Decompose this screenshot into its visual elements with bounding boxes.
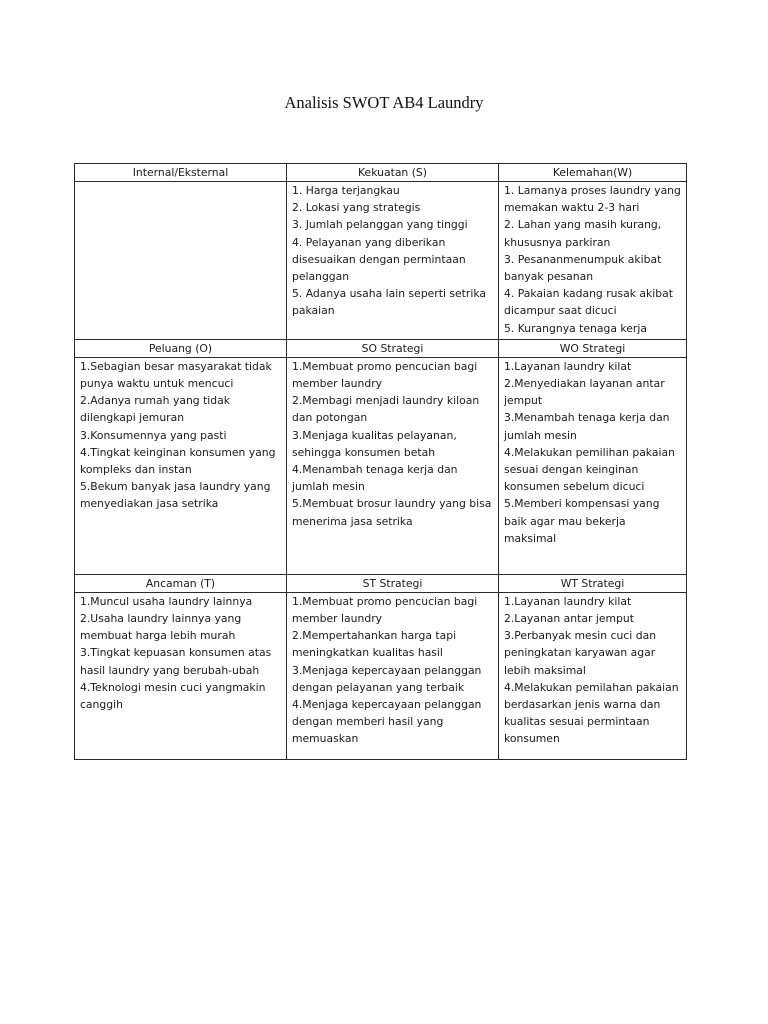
st-strategies-cell <box>287 592 499 759</box>
list-item: 4.Melakukan pemilihan pakaian sesuai dengan keinginan konsumen sebelum dicuci <box>504 445 675 494</box>
list-item: 5.Memberi kompensasi yang baik agar mau bekerja maksimal <box>504 497 660 545</box>
list-item: 2.Usaha laundry lainnya yang membuat harga lebih murah <box>80 612 242 643</box>
list-item: 4.Teknologi mesin cuci yangmakin canggih <box>80 680 266 712</box>
opportunities-header-row <box>75 339 687 357</box>
list-item: 2. Lahan yang masih kurang, khususnya parkiran <box>504 218 662 249</box>
header-kelemahan: Kelemahan(W) <box>499 164 687 182</box>
list-item: 3.Konsumennya yang pasti <box>80 428 227 442</box>
list-item: 4.Menambah tenaga kerja dan jumlah mesin <box>292 463 458 494</box>
list-item: 4.Melakukan pemilahan pakaian berdasarkan jenis warna dan kualitas sesuai permintaan konsumen <box>504 680 679 746</box>
header-so-strategi: SO Strategi <box>287 339 499 357</box>
list-item: 1.Membuat promo pencucian bagi member laundry <box>292 594 478 626</box>
list-item: 2.Membagi menjadi laundry kiloan dan potongan <box>292 394 480 425</box>
header-wt-strategi: WT Strategi <box>499 574 687 592</box>
list-item: 3.Menambah tenaga kerja dan jumlah mesin <box>504 411 670 442</box>
list-item: 3. Jumlah pelanggan yang tinggi <box>292 218 468 232</box>
list-item: 2. Lokasi yang strategis <box>292 201 421 215</box>
header-kekuatan: Kekuatan (S) <box>287 164 499 182</box>
list-item: 1.Muncul usaha laundry lainnya <box>80 594 253 608</box>
list-item: 3.Perbanyak mesin cuci dan peningkatan karyawan agar lebih maksimal <box>504 629 657 677</box>
header-ancaman: Ancaman (T) <box>75 574 287 592</box>
document-title: Analisis SWOT AB4 Laundry <box>284 93 484 112</box>
list-item: 4. Pakaian kadang rusak akibat dicampur saat dicuci <box>504 287 674 318</box>
list-item: 1.Sebagian besar masyarakat tidak punya waktu untuk mencuci <box>80 359 272 391</box>
list-item: 2.Mempertahankan harga tapi meningkatkan kualitas hasil <box>292 629 457 660</box>
list-item: 2.Adanya rumah yang tidak dilengkapi jemuran <box>80 394 231 425</box>
opportunities-row <box>75 357 687 574</box>
list-item: 3.Menjaga kepercayaan pelanggan dengan pelayanan yang terbaik <box>292 663 482 694</box>
wt-strategies-cell <box>499 592 687 759</box>
strengths-weaknesses-row <box>75 182 687 340</box>
empty-cell <box>75 182 287 340</box>
header-st-strategi: ST Strategi <box>287 574 499 592</box>
list-item: 1.Membuat promo pencucian bagi member laundry <box>292 359 478 391</box>
list-item: 3.Tingkat kepuasan konsumen atas hasil laundry yang berubah-ubah <box>80 646 272 677</box>
list-item: 2.Layanan antar jemput <box>504 612 634 626</box>
wo-strategies-cell <box>499 357 687 574</box>
swot-table <box>74 163 687 760</box>
header-row <box>75 164 687 182</box>
opportunities-cell <box>75 357 287 574</box>
list-item: 5.Bekum banyak jasa laundry yang menyediakan jasa setrika <box>80 480 271 511</box>
list-item: 3. Pesananmenumpuk akibat banyak pesanan <box>504 252 662 284</box>
list-item: 5. Kurangnya tenaga kerja <box>504 321 647 335</box>
list-item: 4. Pelayanan yang diberikan disesuaikan dengan permintaan pelanggan <box>292 235 466 284</box>
threats-header-row <box>75 574 687 592</box>
list-item: 4.Tingkat keinginan konsumen yang kompleks dan instan <box>80 445 276 477</box>
strengths-cell <box>287 182 499 340</box>
threats-cell <box>75 592 287 759</box>
threats-row <box>75 592 687 759</box>
list-item: 3.Menjaga kualitas pelayanan, sehingga konsumen betah <box>292 428 457 459</box>
so-strategies-cell <box>287 357 499 574</box>
list-item: 1. Lamanya proses laundry yang memakan waktu 2-3 hari <box>504 184 681 215</box>
header-internal-eksternal: Internal/Eksternal <box>75 164 287 182</box>
header-wo-strategi: WO Strategi <box>499 339 687 357</box>
list-item: 5.Membuat brosur laundry yang bisa menerima jasa setrika <box>292 497 492 528</box>
header-peluang: Peluang (O) <box>75 339 287 357</box>
list-item: 1. Harga terjangkau <box>292 184 400 197</box>
list-item: 1.Layanan laundry kilat <box>504 594 632 608</box>
list-item: 1.Layanan laundry kilat <box>504 359 632 373</box>
list-item: 4.Menjaga kepercayaan pelanggan dengan memberi hasil yang memuaskan <box>292 698 482 746</box>
list-item: 5. Adanya usaha lain seperti setrika pakaian <box>292 287 487 318</box>
weaknesses-cell <box>499 182 687 340</box>
list-item: 2.Menyediakan layanan antar jemput <box>504 377 665 408</box>
